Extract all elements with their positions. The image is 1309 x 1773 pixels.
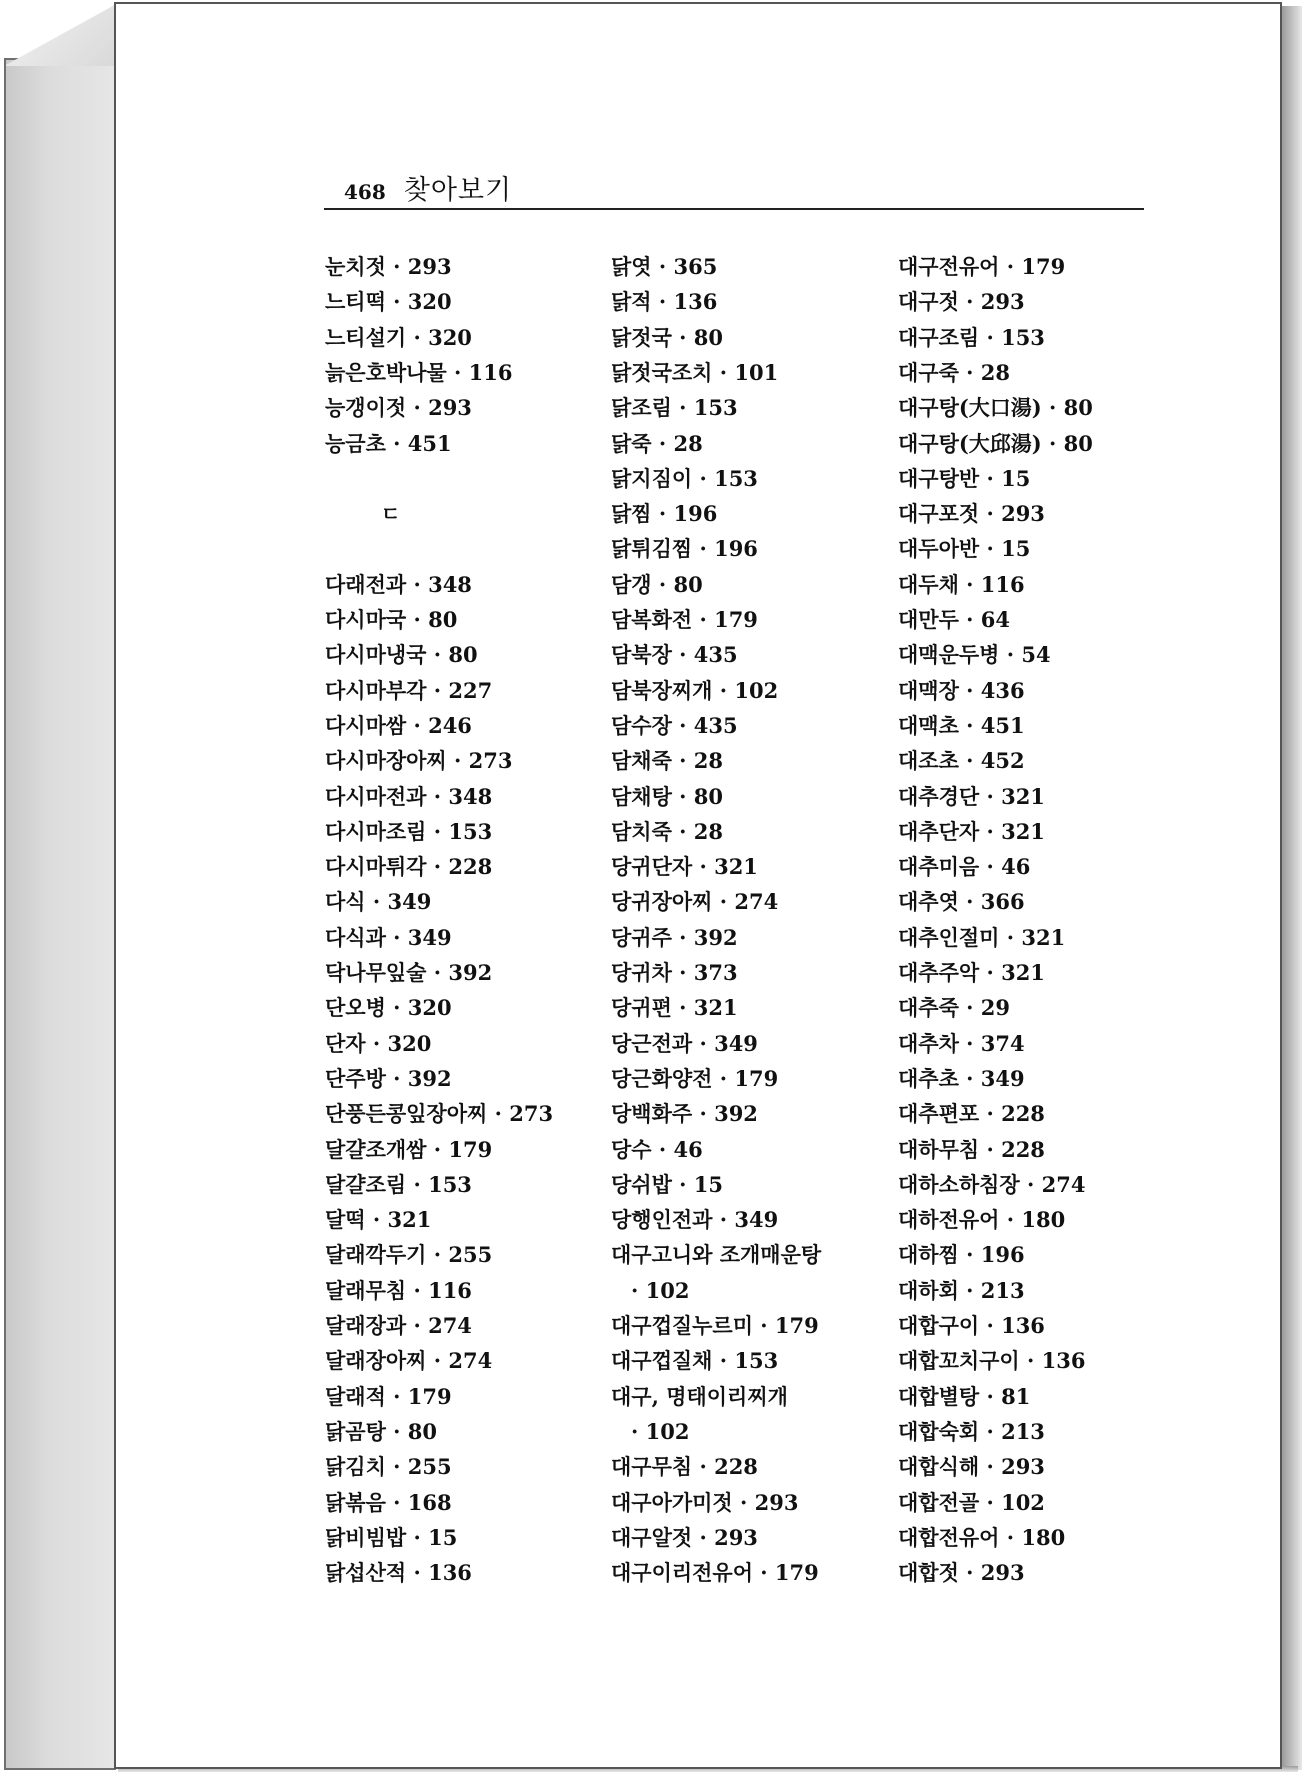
index-entry: 다시마튀각 · 228: [325, 854, 493, 880]
index-entry: 단오병 · 320: [325, 995, 452, 1021]
index-entry: 당귀단자 · 321: [611, 854, 758, 880]
index-entry: 달래장아찌 · 274: [325, 1348, 493, 1374]
index-entry: 닭적 · 136: [611, 289, 718, 315]
index-entry: 대구전유어 · 179: [898, 254, 1066, 279]
index-entry: 대만두 · 64: [898, 607, 1011, 632]
index-entry: 당행인전과 · 349: [611, 1207, 779, 1233]
index-entry: 대구아가미젓 · 293: [611, 1489, 799, 1515]
index-entry: 담채죽 · 28: [611, 748, 724, 774]
index-entry: 대합구이 · 136: [898, 1313, 1045, 1338]
index-entry: 다래전과 · 348: [325, 571, 472, 597]
index-entry: 대구알젓 · 293: [611, 1524, 758, 1550]
index-entry: 단풍든콩잎장아찌 · 273: [325, 1101, 554, 1127]
index-entry: 늙은호박나물 · 116: [325, 359, 513, 385]
index-entry: 능갱이젓 · 293: [325, 395, 472, 421]
index-entry: 다시마장아찌 · 273: [325, 748, 513, 774]
index-entry: 다식 · 349: [325, 889, 432, 915]
index-entry: 눈치젓 · 293: [325, 254, 452, 279]
index-entry: 다시마부각 · 227: [325, 677, 493, 703]
index-entry: 대두아반 · 15: [898, 536, 1031, 562]
index-entry: 닭죽 · 28: [611, 430, 703, 456]
index-entry: 달래적 · 179: [325, 1383, 452, 1409]
index-entry: 닭김치 · 255: [325, 1454, 452, 1480]
index-entry: 달래장과 · 274: [325, 1313, 472, 1338]
index-entry: 대구무침 · 228: [611, 1454, 758, 1480]
index-entry: 대구이리전유어 · 179: [611, 1560, 819, 1586]
index-entry: 대맥운두병 · 54: [898, 642, 1051, 668]
index-entry: 다시마전과 · 348: [325, 783, 493, 809]
index-entry: 느티떡 · 320: [325, 289, 452, 315]
index-entry: 대합별탕 · 81: [898, 1383, 1031, 1409]
index-entry: 대하찜 · 196: [898, 1242, 1025, 1268]
index-entry: 닭젓국 · 80: [611, 324, 724, 350]
index-entry: 닭지짐이 · 153: [611, 465, 758, 491]
index-entry: 닭조림 · 153: [611, 395, 738, 421]
index-entry: 대합꼬치구이 · 136: [898, 1348, 1086, 1374]
index-entry: 닭비빔밥 · 15: [325, 1524, 458, 1550]
index-entry: 대추인절미 · 321: [898, 924, 1066, 950]
index-entry: 다시마조림 · 153: [325, 818, 493, 844]
index-entry: 당귀주 · 392: [611, 924, 738, 950]
book-spine-top: [4, 2, 120, 66]
page-title: 찾아보기: [403, 175, 513, 206]
index-entry: 당귀차 · 373: [611, 960, 738, 985]
index-entry: 당귀편 · 321: [611, 995, 738, 1021]
index-entry: 단주방 · 392: [325, 1065, 452, 1091]
index-entry: 달걀조림 · 153: [325, 1171, 472, 1197]
index-entry: 대두채 · 116: [898, 571, 1025, 597]
index-entry: 닭찜 · 196: [611, 501, 718, 527]
index-entry: 담채탕 · 80: [611, 783, 724, 809]
index-entry: 대구고니와 조개매운탕: [611, 1242, 822, 1268]
index-entry: 대추경단 · 321: [898, 783, 1045, 809]
index-entry: 대합전골 · 102: [898, 1489, 1045, 1515]
index-entry: 능금초 · 451: [325, 430, 452, 456]
index-entry: 대구젓 · 293: [898, 289, 1025, 315]
index-entry: 대구, 명태이리찌개: [611, 1383, 788, 1409]
index-entry: 대추주악 · 321: [898, 960, 1045, 985]
index-entry: 닭볶음 · 168: [325, 1489, 452, 1515]
index-entry: 당근화양전 · 179: [611, 1065, 779, 1091]
index-entry: 당근전과 · 349: [611, 1030, 758, 1056]
index-entry: 대하회 · 213: [898, 1277, 1025, 1303]
index-entry: 대추단자 · 321: [898, 818, 1045, 844]
index-entry: 닭섭산적 · 136: [325, 1560, 472, 1586]
index-entry: 대합전유어 · 180: [898, 1524, 1066, 1550]
index-entry: 담수장 · 435: [611, 712, 738, 738]
index-entry: 당백화주 · 392: [611, 1101, 758, 1127]
index-entry: 달래무침 · 116: [325, 1277, 472, 1303]
index-entry: 대추미음 · 46: [898, 854, 1031, 880]
index-entry: 대구탕(大口湯) · 80: [898, 395, 1093, 421]
index-entry: 대추엿 · 366: [898, 889, 1025, 915]
index-entry: 대구탕반 · 15: [898, 465, 1031, 491]
index-entry: 달래깍두기 · 255: [325, 1242, 493, 1268]
index-entry: 대구포젓 · 293: [898, 501, 1045, 527]
index-entry: 닥나무잎술 · 392: [325, 960, 493, 985]
index-entry: 대추편포 · 228: [898, 1101, 1045, 1127]
index-entry: 담치죽 · 28: [611, 818, 724, 844]
section-heading: ㄷ: [381, 502, 401, 527]
index-entry: 대구껍질누르미 · 179: [611, 1313, 819, 1338]
index-entry: 대맥초 · 451: [898, 712, 1025, 738]
index-entry: 닭젓국조치 · 101: [611, 359, 779, 385]
index-entry: 대추초 · 349: [898, 1065, 1025, 1091]
index-entry: 대추죽 · 29: [898, 995, 1011, 1021]
index-entry: 대조초 · 452: [898, 748, 1025, 774]
index-entry: 담북장 · 435: [611, 642, 738, 668]
index-entry: 대구죽 · 28: [898, 359, 1011, 385]
index-entry: 대맥장 · 436: [898, 677, 1025, 703]
index-entry-continuation: · 102: [631, 1277, 690, 1303]
index-entry: 당수 · 46: [611, 1136, 703, 1162]
index-entry: 닭곰탕 · 80: [325, 1418, 438, 1444]
running-header: [344, 168, 512, 207]
index-entry: 대합젓 · 293: [898, 1560, 1025, 1586]
index-entry: 달걀조개쌈 · 179: [325, 1136, 493, 1162]
index-entry: 다시마쌈 · 246: [325, 712, 472, 738]
page-shadow-right: [1282, 6, 1302, 1770]
index-entry: 다식과 · 349: [325, 924, 452, 950]
header-rule: [324, 208, 1144, 210]
index-entry: 당귀장아찌 · 274: [611, 889, 779, 915]
index-entry: 다시마냉국 · 80: [325, 642, 478, 668]
index-entry: 대구껍질채 · 153: [611, 1348, 779, 1374]
index-entry: 단자 · 320: [325, 1030, 432, 1056]
index-entry: 대하무침 · 228: [898, 1136, 1045, 1162]
index-entry: 대구조림 · 153: [898, 324, 1045, 350]
index-entry: 담복화전 · 179: [611, 607, 758, 632]
index-entry: 대합식해 · 293: [898, 1454, 1045, 1480]
index-entry: 당쉬밥 · 15: [611, 1171, 724, 1197]
index-entry: 달떡 · 321: [325, 1207, 432, 1233]
index-entry: 대하소하침장 · 274: [898, 1171, 1086, 1197]
index-entry: 닭튀김찜 · 196: [611, 536, 758, 562]
index-entry: 대구탕(大邱湯) · 80: [898, 430, 1093, 456]
book-spine: [4, 58, 116, 1770]
index-entry: 닭엿 · 365: [611, 254, 718, 279]
index-entry: 느티설기 · 320: [325, 324, 472, 350]
index-entry: 대합숙회 · 213: [898, 1418, 1045, 1444]
index-entry-continuation: · 102: [631, 1418, 690, 1444]
index-entry: 담북장찌개 · 102: [611, 677, 779, 703]
index-entry: 담갱 · 80: [611, 571, 703, 597]
index-entry: 대추차 · 374: [898, 1030, 1025, 1056]
page-number: 468: [344, 180, 386, 204]
index-entry: 다시마국 · 80: [325, 607, 458, 632]
index-entry: 대하전유어 · 180: [898, 1207, 1066, 1233]
